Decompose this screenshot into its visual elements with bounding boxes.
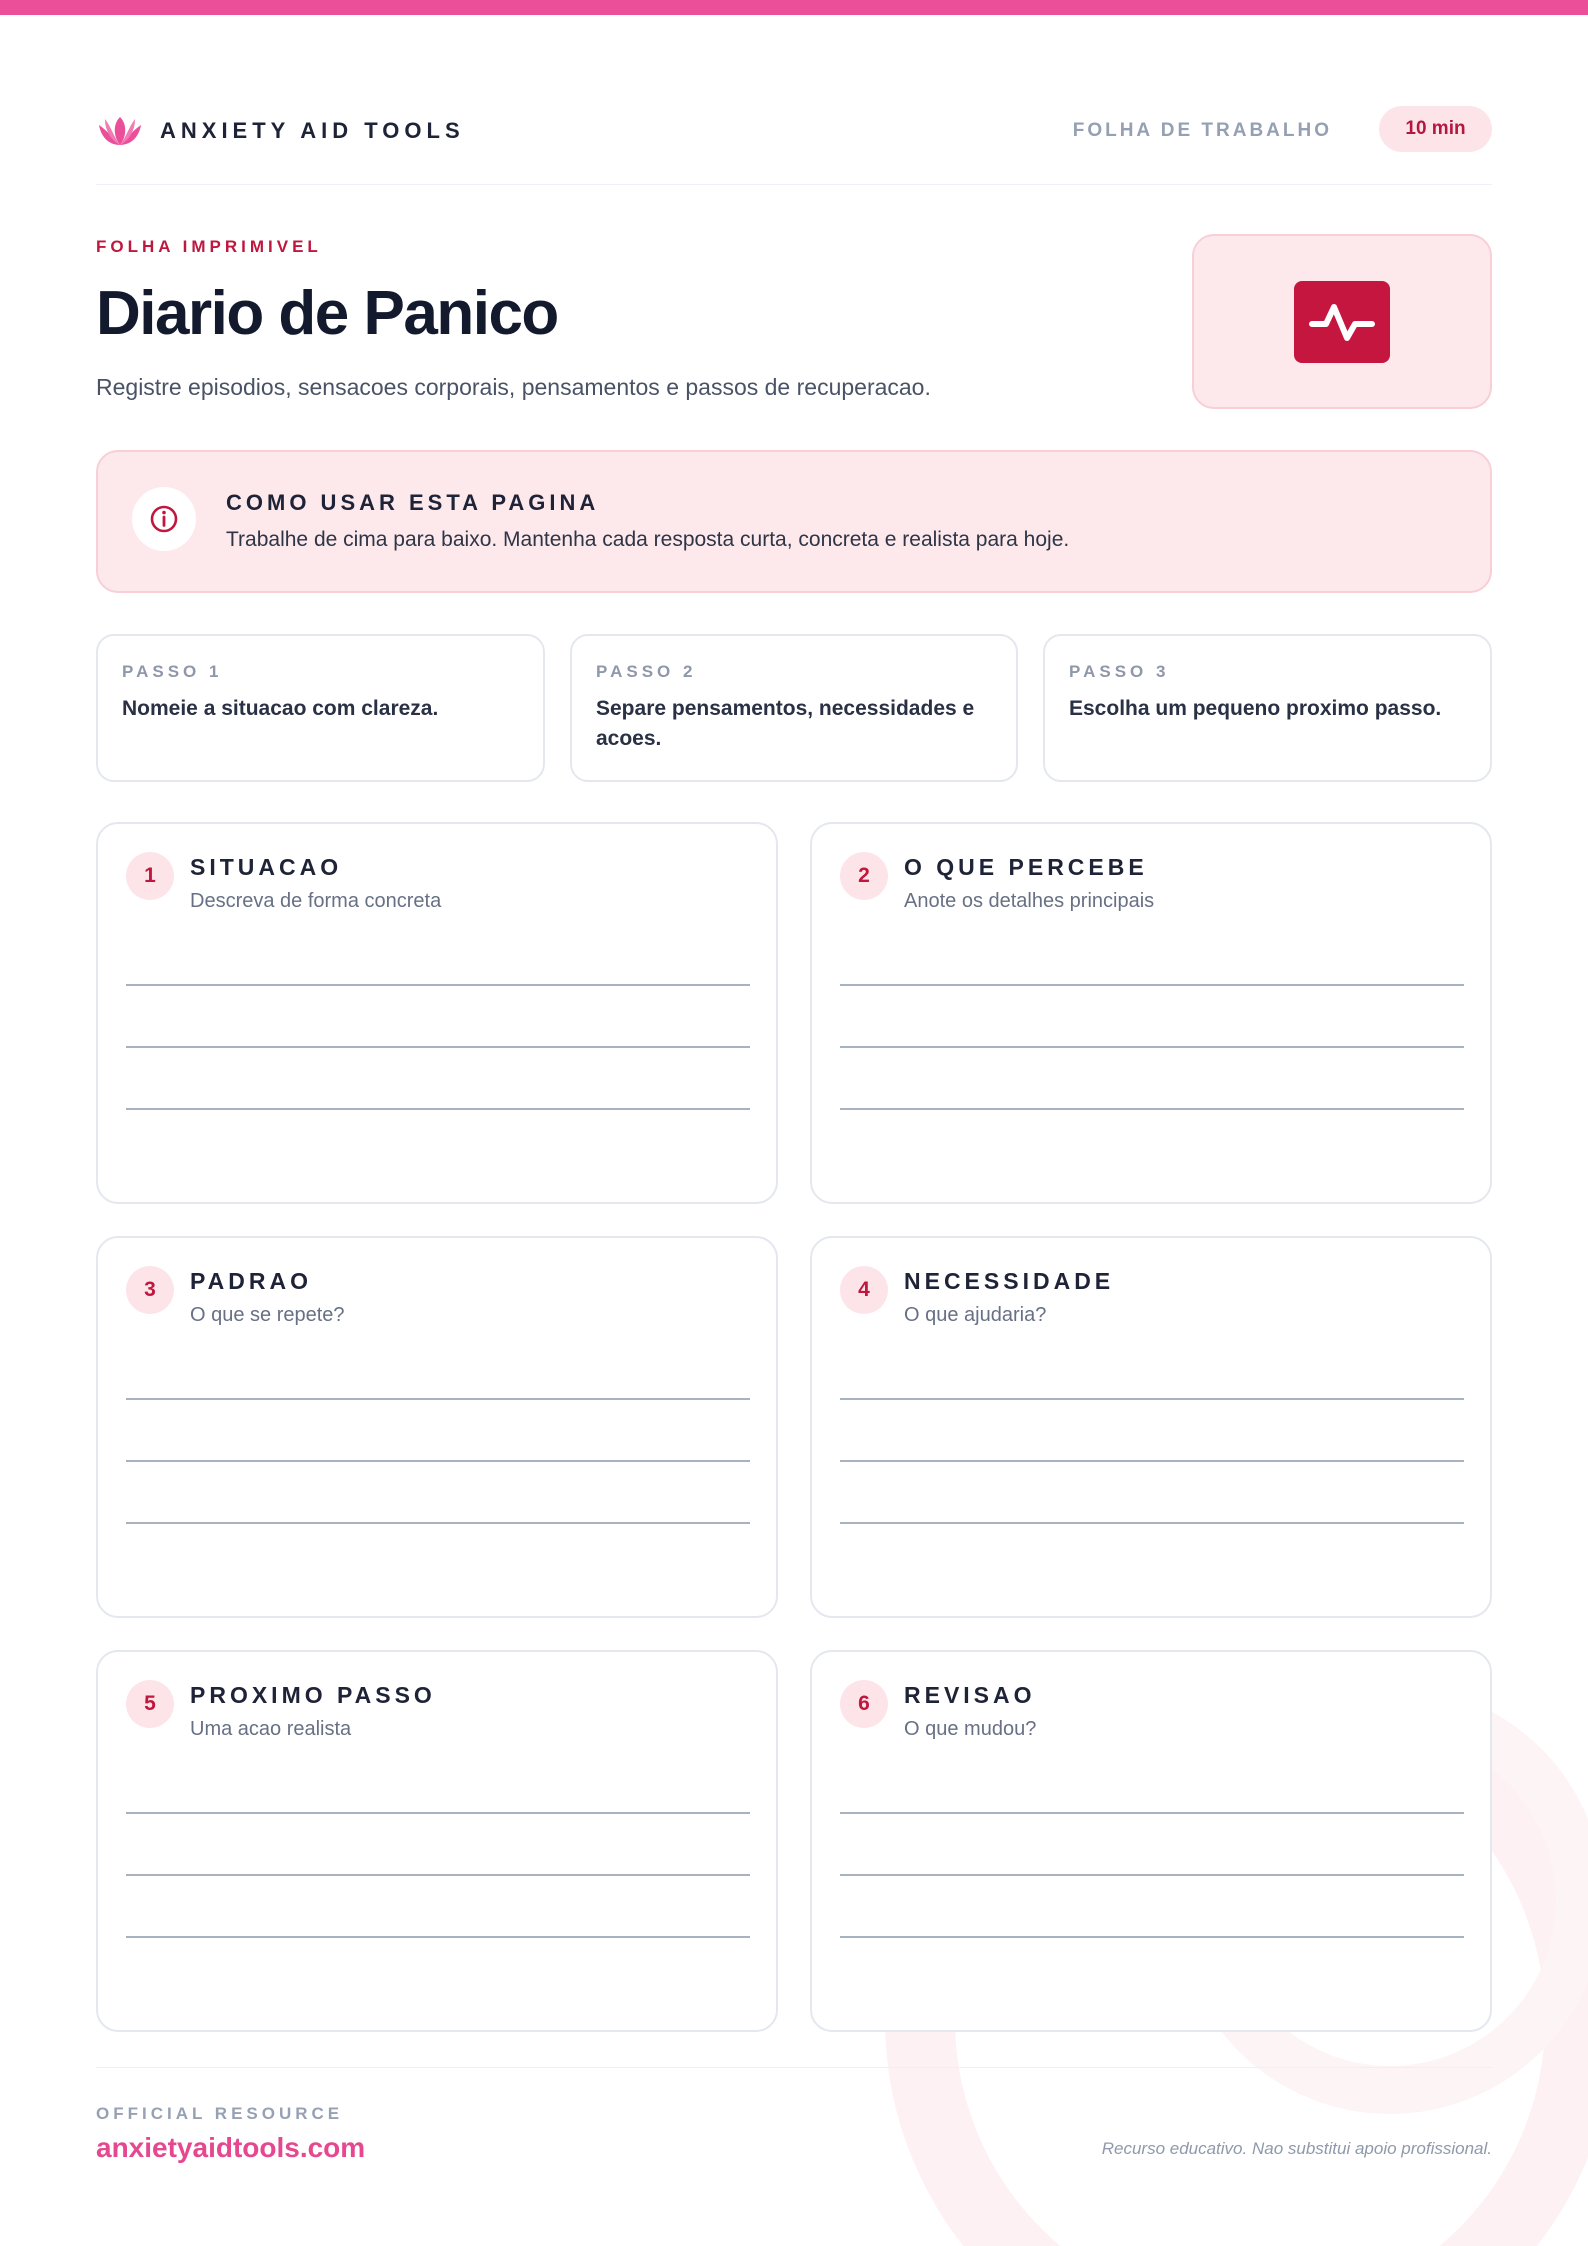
- instructions-banner: [96, 450, 1492, 593]
- card-subtitle: O que mudou?: [904, 1718, 1037, 1740]
- top-accent-bar: [0, 0, 1588, 15]
- header-divider: [96, 184, 1492, 185]
- writing-line[interactable]: [126, 1398, 750, 1400]
- writing-line[interactable]: [840, 1812, 1464, 1814]
- card-o-que-percebe: [810, 822, 1492, 1204]
- footer-label: OFFICIAL RESOURCE: [96, 2104, 344, 2123]
- card-subtitle: O que se repete?: [190, 1304, 345, 1326]
- writing-line[interactable]: [126, 984, 750, 986]
- card-title: SITUACAO: [190, 854, 343, 880]
- page-title: Diario de Panico: [96, 279, 558, 348]
- card-title: PROXIMO PASSO: [190, 1682, 436, 1708]
- footer-website-link[interactable]: anxietyaidtools.com: [96, 2132, 366, 2163]
- writing-line[interactable]: [840, 1108, 1464, 1110]
- step-card-1: [96, 634, 545, 782]
- info-icon: [132, 487, 196, 551]
- hero-icon-card: [1192, 234, 1492, 409]
- writing-line[interactable]: [840, 1936, 1464, 1938]
- page-header: [96, 106, 1492, 156]
- card-revisao: [810, 1650, 1492, 2032]
- writing-line[interactable]: [126, 1046, 750, 1048]
- writing-line[interactable]: [126, 1936, 750, 1938]
- card-title: PADRAO: [190, 1268, 312, 1294]
- card-subtitle: Descreva de forma concreta: [190, 890, 442, 912]
- sheet-type-label: FOLHA DE TRABALHO: [1072, 120, 1332, 141]
- eyebrow-label: FOLHA IMPRIMIVEL: [96, 237, 322, 256]
- step-text: Nomeie a situacao com clareza.: [122, 697, 439, 720]
- step-label: PASSO 3: [1069, 662, 1170, 681]
- card-number-badge: 3: [126, 1266, 174, 1314]
- writing-line[interactable]: [126, 1812, 750, 1814]
- card-number-badge: 6: [840, 1680, 888, 1728]
- card-title: O QUE PERCEBE: [904, 854, 1148, 880]
- step-text: Escolha um pequeno proximo passo.: [1069, 697, 1442, 720]
- card-necessidade: [810, 1236, 1492, 1618]
- writing-line[interactable]: [840, 984, 1464, 986]
- footer-disclaimer: Recurso educativo. Nao substitui apoio profissional.: [1101, 2139, 1492, 2158]
- writing-line[interactable]: [126, 1874, 750, 1876]
- page-subtitle: Registre episodios, sensacoes corporais, pensamentos e passos de recuperacao.: [96, 374, 931, 400]
- duration-badge: 10 min: [1379, 106, 1492, 152]
- step-card-3: [1043, 634, 1492, 782]
- writing-line[interactable]: [840, 1460, 1464, 1462]
- writing-line[interactable]: [126, 1522, 750, 1524]
- footer-divider: [96, 2067, 1492, 2068]
- writing-line[interactable]: [840, 1522, 1464, 1524]
- brand-name: ANXIETY AID TOOLS: [160, 118, 465, 143]
- card-number-badge: 5: [126, 1680, 174, 1728]
- step-label: PASSO 1: [122, 662, 223, 681]
- brand: [96, 106, 465, 156]
- writing-line[interactable]: [126, 1460, 750, 1462]
- writing-line[interactable]: [126, 1108, 750, 1110]
- lotus-icon: [96, 113, 144, 149]
- card-proximo-passo: [96, 1650, 778, 2032]
- card-number-badge: 2: [840, 852, 888, 900]
- card-title: NECESSIDADE: [904, 1268, 1115, 1294]
- instructions-text: Trabalhe de cima para baixo. Mantenha cada resposta curta, concreta e realista para hoje.: [226, 528, 1070, 551]
- card-title: REVISAO: [904, 1682, 1036, 1708]
- writing-line[interactable]: [840, 1046, 1464, 1048]
- writing-line[interactable]: [840, 1874, 1464, 1876]
- card-number-badge: 4: [840, 1266, 888, 1314]
- card-number-badge: 1: [126, 852, 174, 900]
- step-card-2: [570, 634, 1018, 782]
- card-situacao: [96, 822, 778, 1204]
- step-text: Separe pensamentos, necessidades e acoes.: [596, 697, 975, 750]
- instructions-title: COMO USAR ESTA PAGINA: [226, 490, 600, 515]
- pulse-icon: [1294, 281, 1390, 363]
- card-subtitle: O que ajudaria?: [904, 1304, 1047, 1326]
- step-label: PASSO 2: [596, 662, 697, 681]
- card-subtitle: Anote os detalhes principais: [904, 890, 1155, 912]
- writing-line[interactable]: [840, 1398, 1464, 1400]
- card-padrao: [96, 1236, 778, 1618]
- card-subtitle: Uma acao realista: [190, 1718, 352, 1740]
